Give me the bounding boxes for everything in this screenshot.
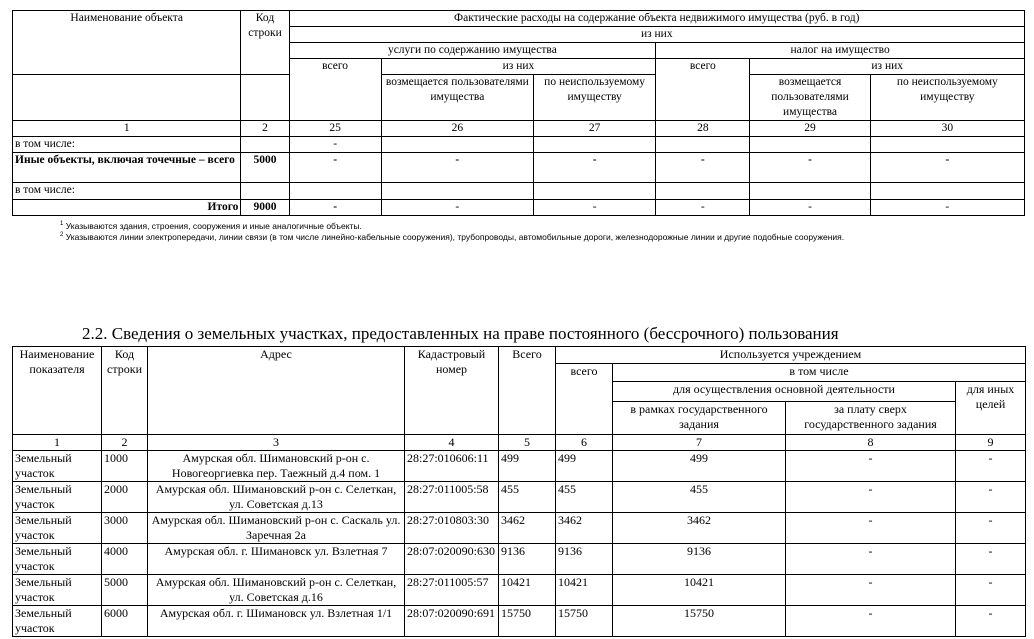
footnote-text: Указываются здания, строения, сооружения и иные аналогичные объекты. <box>65 220 362 231</box>
table-row <box>13 153 1025 183</box>
row-used-total: 455 <box>556 482 613 513</box>
col-num: 4 <box>405 435 499 451</box>
table-row <box>13 183 1025 200</box>
row-code: 3000 <box>102 513 148 544</box>
row-used-total: 499 <box>556 451 613 482</box>
table-row <box>13 451 1026 482</box>
row-cadastral: 28:27:010606:11 <box>405 451 499 482</box>
row-total: 9136 <box>499 544 556 575</box>
cell-dash: - <box>750 200 870 216</box>
row-total: 499 <box>499 451 556 482</box>
row-state-task: 455 <box>613 482 786 513</box>
col-num: 26 <box>381 121 533 137</box>
header-services: услуги по содержанию имущества <box>289 43 656 59</box>
cell-dash: - <box>750 153 870 183</box>
header-main-activity: для осуществления основной деятельности <box>613 382 956 402</box>
header-address: Адрес <box>148 347 405 435</box>
cell-dash: - <box>534 200 656 216</box>
footnote-text: Указываются линии электропередачи, линии связи (в том числе линейно-кабельные сооружения), трубопроводы, автомобильные дороги, железнодорожные линии и другие подобные сооружения. <box>65 231 845 242</box>
col-num: 3 <box>148 435 405 451</box>
header-services-reimbursed: возмещается пользователями имущества <box>381 75 533 121</box>
row-other: - <box>956 513 1026 544</box>
row-cadastral: 28:07:020090:691 <box>405 606 499 637</box>
other-objects-label: Иные объекты, включая точечные – всего <box>13 153 241 183</box>
header-cadastral: Кадастровый номер <box>405 347 499 435</box>
header-services-unused: по неиспользуемому имуществу <box>534 75 656 121</box>
row-cadastral: 28:07:020090:630 <box>405 544 499 575</box>
row-address: Амурская обл. Шимановский р-он с. Селеткан, ул. Советская д.13 <box>148 482 405 513</box>
row-cadastral: 28:27:011005:57 <box>405 575 499 606</box>
header-code: Код строки <box>102 347 148 435</box>
col-num: 30 <box>870 121 1024 137</box>
col-num: 2 <box>241 121 289 137</box>
header-incl: в том числе <box>613 364 1026 382</box>
header-tax: налог на имущество <box>656 43 1025 59</box>
table-row <box>13 606 1026 637</box>
header-services-of-which: из них <box>381 59 656 75</box>
cell-dash: - <box>289 200 381 216</box>
incl-label: в том числе: <box>13 183 241 200</box>
row-name: Земельный участок <box>13 451 102 482</box>
row-state-task: 15750 <box>613 606 786 637</box>
land-plots-table <box>12 346 1026 637</box>
header-name: Наименование объекта <box>13 11 241 75</box>
col-num: 7 <box>613 435 786 451</box>
cell-dash: - <box>870 200 1024 216</box>
col-num: 25 <box>289 121 381 137</box>
cell-dash: - <box>289 153 381 183</box>
cell-dash: - <box>656 200 750 216</box>
col-num: 9 <box>956 435 1026 451</box>
header-tax-unused: по неиспользуемому имуществу <box>870 75 1024 121</box>
header-expenses: Фактические расходы на содержание объекта недвижимого имущества (руб. в год) <box>289 11 1024 27</box>
header-tax-reimbursed: возмещается пользователями имущества <box>750 75 870 121</box>
row-used-total: 9136 <box>556 544 613 575</box>
row-other: - <box>956 575 1026 606</box>
header-other-purposes: для иных целей <box>956 382 1026 435</box>
footnote-2 <box>60 230 844 243</box>
table-row <box>13 513 1026 544</box>
col-num: 1 <box>13 121 241 137</box>
header-tax-total: всего <box>656 59 750 121</box>
header-used: Используется учреждением <box>556 347 1026 364</box>
row-address: Амурская обл. Шимановский р-он с. Новогеоргиевка пер. Таежный д.4 пом. 1 <box>148 451 405 482</box>
total-code: 9000 <box>241 200 289 216</box>
cell-dash: - <box>656 153 750 183</box>
header-tax-of-which: из них <box>750 59 1025 75</box>
cell-dash: - <box>381 153 533 183</box>
footnote-marker: 1 <box>60 221 64 227</box>
row-state-task: 10421 <box>613 575 786 606</box>
col-num: 29 <box>750 121 870 137</box>
table-row <box>13 575 1026 606</box>
header-code: Код строки <box>241 11 289 75</box>
table-row <box>13 544 1026 575</box>
expenses-table <box>12 10 1025 216</box>
row-code: 4000 <box>102 544 148 575</box>
row-paid: - <box>786 482 956 513</box>
row-code: 5000 <box>102 575 148 606</box>
cell-dash: - <box>289 137 381 153</box>
row-name: Земельный участок <box>13 544 102 575</box>
row-total: 455 <box>499 482 556 513</box>
other-objects-code: 5000 <box>241 153 289 183</box>
header-state-task: в рамках государственного задания <box>613 402 786 435</box>
row-state-task: 499 <box>613 451 786 482</box>
column-numbers-row <box>13 121 1025 137</box>
col-num: 2 <box>102 435 148 451</box>
row-code: 2000 <box>102 482 148 513</box>
header-of-which: из них <box>289 27 1024 43</box>
row-total: 3462 <box>499 513 556 544</box>
row-paid: - <box>786 513 956 544</box>
row-name: Земельный участок <box>13 482 102 513</box>
footnote-marker: 2 <box>60 232 64 238</box>
row-total: 10421 <box>499 575 556 606</box>
row-state-task: 9136 <box>613 544 786 575</box>
cell-dash: - <box>381 200 533 216</box>
col-num: 5 <box>499 435 556 451</box>
row-paid: - <box>786 606 956 637</box>
total-row <box>13 200 1025 216</box>
row-name: Земельный участок <box>13 575 102 606</box>
col-num: 1 <box>13 435 102 451</box>
col-num: 28 <box>656 121 750 137</box>
row-other: - <box>956 482 1026 513</box>
row-cadastral: 28:27:011005:58 <box>405 482 499 513</box>
header-used-total: всего <box>556 364 613 435</box>
row-code: 6000 <box>102 606 148 637</box>
row-name: Земельный участок <box>13 513 102 544</box>
col-num: 6 <box>556 435 613 451</box>
row-code: 1000 <box>102 451 148 482</box>
row-other: - <box>956 451 1026 482</box>
row-address: Амурская обл. Шимановский р-он с. Селеткан, ул. Советская д.16 <box>148 575 405 606</box>
section-title: 2.2. Сведения о земельных участках, предоставленных на праве постоянного (бессрочного) пользования <box>82 324 839 343</box>
column-numbers-row <box>13 435 1026 451</box>
table-row <box>13 137 1025 153</box>
header-name: Наименование показателя <box>13 347 102 435</box>
row-address: Амурская обл. г. Шимановск ул. Взлетная 7 <box>148 544 405 575</box>
row-other: - <box>956 606 1026 637</box>
row-address: Амурская обл. Шимановский р-он с. Саскаль ул. Заречная 2а <box>148 513 405 544</box>
row-used-total: 15750 <box>556 606 613 637</box>
row-name: Земельный участок <box>13 606 102 637</box>
table-row <box>13 482 1026 513</box>
col-num: 8 <box>786 435 956 451</box>
cell-dash: - <box>534 153 656 183</box>
cell-dash: - <box>870 153 1024 183</box>
row-address: Амурская обл. г. Шимановск ул. Взлетная 1/1 <box>148 606 405 637</box>
col-num: 27 <box>534 121 656 137</box>
incl-label: в том числе: <box>13 137 241 153</box>
total-label: Итого <box>13 200 241 216</box>
header-services-total: всего <box>289 59 381 121</box>
header-paid: за плату сверх государственного задания <box>786 402 956 435</box>
row-cadastral: 28:27:010803:30 <box>405 513 499 544</box>
row-used-total: 3462 <box>556 513 613 544</box>
header-total: Всего <box>499 347 556 435</box>
row-paid: - <box>786 544 956 575</box>
row-used-total: 10421 <box>556 575 613 606</box>
row-paid: - <box>786 451 956 482</box>
row-total: 15750 <box>499 606 556 637</box>
row-state-task: 3462 <box>613 513 786 544</box>
row-paid: - <box>786 575 956 606</box>
row-other: - <box>956 544 1026 575</box>
